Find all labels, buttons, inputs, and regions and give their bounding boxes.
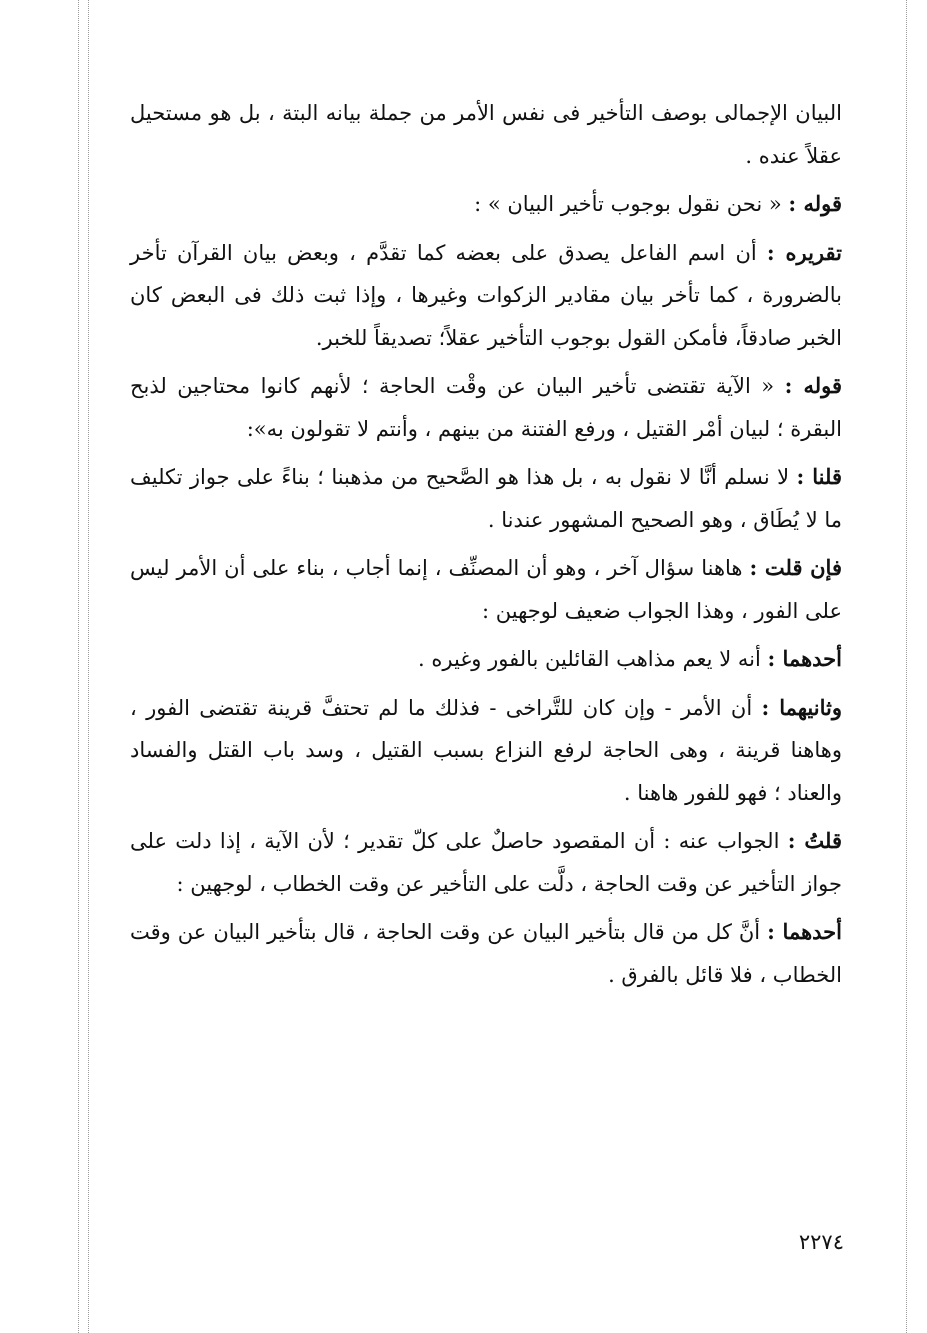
- page-number: ٢٢٧٤: [798, 1230, 844, 1254]
- paragraph-3: [130, 232, 842, 360]
- paragraph-text: البيان الإجمالى بوصف التأخير فى نفس الأمر من جملة بيانه البتة ، بل هو مستحيل عقلاً عنده .: [130, 101, 842, 168]
- margin-guide-right: [906, 0, 907, 1333]
- paragraph-5: [130, 456, 842, 541]
- paragraph-lead: أحدهما :: [767, 646, 842, 671]
- paragraph-text: أن الأمر - وإن كان للتَّراخى - فذلك ما لم تحتفَّ قرينة تقتضى الفور ، وهاهنا قرينة ، وهى الحاجة لرفع النزاع بسبب القتيل ، وسد باب القتل والفساد والعناد ؛ فهو للفور هاهنا .: [130, 695, 842, 805]
- margin-guide-left-1: [78, 0, 79, 1333]
- page-body: [130, 92, 842, 1002]
- paragraph-text: أن اسم الفاعل يصدق على بعضه كما تقدَّم ، وبعض بيان القرآن تأخر بالضرورة ، كما تأخر بيان مقادير الزكوات وغيرها ، وإذا ثبت ذلك فى البعض كان الخبر صادقاً، فأمكن القول بوجوب التأخير عقلاً؛ تصديقاً للخبر.: [130, 240, 842, 350]
- paragraph-text: لا نسلم أنَّا لا نقول به ، بل هذا هو الصَّحيح من مذهبنا ؛ بناءً على جواز تكليف ما لا يُطَاق ، وهو الصحيح المشهور عندنا .: [130, 465, 842, 532]
- paragraph-10: [130, 911, 842, 996]
- paragraph-lead: وثانيهما :: [761, 694, 842, 720]
- paragraph-text: « نحن نقول بوجوب تأخير البيان » :: [474, 192, 782, 216]
- paragraph-4: [130, 365, 842, 450]
- paragraph-lead: قوله :: [784, 373, 842, 398]
- paragraph-9: [130, 820, 842, 905]
- paragraph-text: الجواب عنه : أن المقصود حاصلٌ على كلّ تقدير ؛ لأن الآية ، إذا دلت على جواز التأخير عن وقت الحاجة ، دلَّت على التأخير عن وقت الخطاب ، لوجهين :: [130, 829, 842, 896]
- paragraph-lead: تقريره :: [766, 239, 842, 265]
- paragraph-text: أنه لا يعم مذاهب القائلين بالفور وغيره .: [418, 647, 761, 671]
- paragraph-text: « الآية تقتضى تأخير البيان عن وقْت الحاجة ؛ لأنهم كانوا محتاجين لذبح البقرة ؛ لبيان أمْر القتيل ، ورفع الفتنة من بينهم ، وأنتم لا تقولون به»:: [130, 374, 842, 441]
- paragraph-6: [130, 547, 842, 632]
- paragraph-lead: فإن قلت :: [749, 555, 842, 580]
- paragraph-1: [130, 92, 842, 177]
- paragraph-text: أنَّ كل من قال بتأخير البيان عن وقت الحاجة ، قال بتأخير البيان عن وقت الخطاب ، فلا قائل بالفرق .: [130, 920, 842, 987]
- paragraph-7: [130, 638, 842, 681]
- paragraph-text: هاهنا سؤال آخر ، وهو أن المصنِّف ، إنما أجاب ، بناء على أن الأمر ليس على الفور ، وهذا الجواب ضعيف لوجهين :: [130, 556, 842, 623]
- margin-guide-left-2: [88, 0, 89, 1333]
- paragraph-lead: قلتُ :: [787, 828, 842, 853]
- paragraph-lead: أحدهما :: [767, 919, 843, 944]
- paragraph-8: [130, 687, 842, 815]
- paragraph-lead: قوله :: [788, 191, 842, 216]
- paragraph-lead: قلنا :: [796, 464, 842, 489]
- paragraph-2: [130, 183, 842, 226]
